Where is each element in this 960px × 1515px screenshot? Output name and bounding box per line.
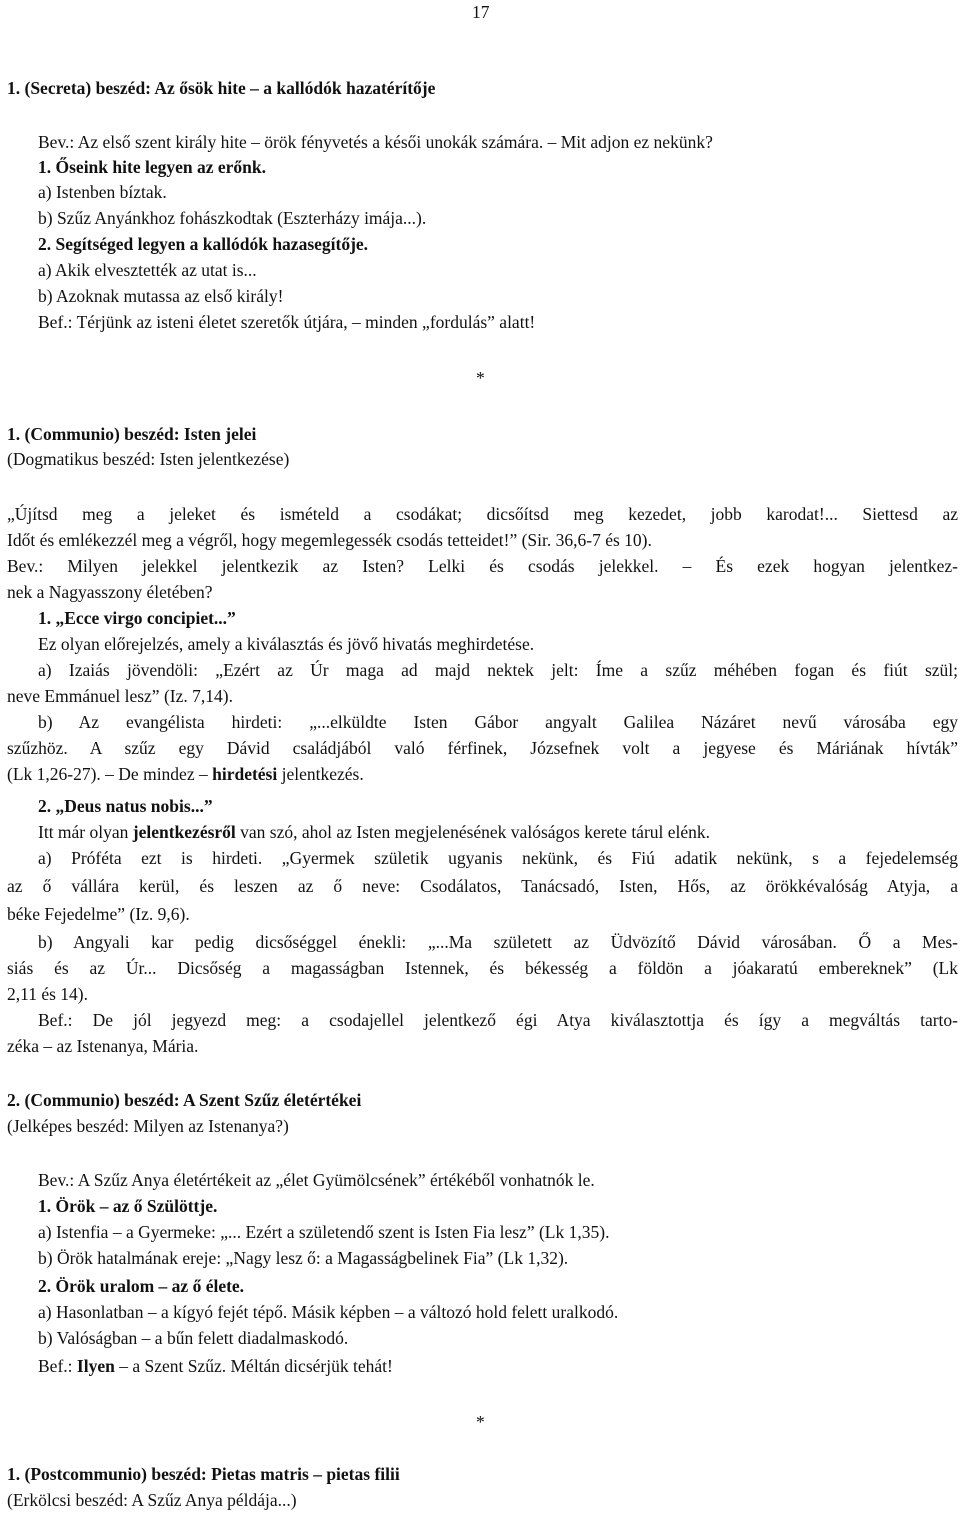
section2-point1-heading: 1. „Ecce virgo concipiet...” (38, 608, 236, 628)
emphasis-jelentkezesrol: jelentkezésről (132, 822, 236, 842)
section2-point2-heading: 2. „Deus natus nobis...” (38, 796, 213, 816)
section1-intro: Bev.: Az első szent király hite – örök fényvetés a késői unokák számára. – Mit adjon ez nekünk? (38, 132, 713, 152)
section2-point1b-line3 (7, 762, 364, 786)
section4-title: 1. (Postcommunio) beszéd: Pietas matris – pietas filii (7, 1464, 400, 1484)
section2-point1b-line1: b) Az evangélista hirdeti: „...elküldte Isten Gábor angyalt Galilea Názáret nevű városába egy (38, 712, 958, 732)
section3-point1-heading: 1. Örök – az ő Szülöttje. (38, 1196, 218, 1216)
section3-subtitle: (Jelképes beszéd: Milyen az Istenanya?) (7, 1116, 289, 1136)
section2-point2b-line3: 2,11 és 14). (7, 984, 89, 1004)
section3-intro: Bev.: A Szűz Anya életértékeit az „élet Gyümölcsének” értékéből vonhatnók le. (38, 1170, 595, 1190)
section1-title: 1. (Secreta) beszéd: Az ősök hite – a kallódók hazatérítője (7, 78, 436, 98)
section2-point2a-line3: béke Fejedelme” (Iz. 9,6). (7, 904, 190, 924)
section2-conclusion-line1: Bef.: De jól jegyezd meg: a csodajellel jelentkező égi Atya kiválasztottja és így a megváltás tarto- (38, 1010, 958, 1030)
section2-point2-text (38, 820, 710, 844)
section4-subtitle: (Erkölcsi beszéd: A Szűz Anya példája...) (7, 1490, 297, 1510)
section2-point1a-line1: a) Izaiás jövendöli: „Ezért az Úr maga ad majd nektek jelt: Íme a szűz méhében fogan és fiút szül; (38, 660, 958, 680)
section2-point2b-line1: b) Angyali kar pedig dicsőséggel énekli: „...Ma született az Üdvözítő Dávid városában. Ő a Mes- (38, 932, 958, 952)
text-run: jelentkezés. (277, 764, 364, 784)
section2-subtitle: (Dogmatikus beszéd: Isten jelentkezése) (7, 449, 290, 469)
section2-quote-line2: Időt és emlékezzél meg a végről, hogy megemlegessék csodás tetteidet!” (Sir. 36,6-7 és 10). (7, 530, 652, 550)
section2-intro-line1: Bev.: Milyen jelekkel jelentkezik az Isten? Lelki és csodás jelekkel. – És ezek hogyan jelentkez- (7, 556, 958, 576)
text-run: van szó, ahol az Isten megjelenésének valóságos kerete tárul elénk. (235, 822, 711, 842)
section3-point2b: b) Valóságban – a bűn felett diadalmaskodó. (38, 1328, 349, 1348)
section1-point2-heading: 2. Segítséged legyen a kallódók hazasegítője. (38, 234, 369, 254)
section3-title: 2. (Communio) beszéd: A Szent Szűz életértékei (7, 1090, 362, 1110)
section3-conclusion (38, 1354, 393, 1378)
section2-point2b-line2: siás és az Úr... Dicsőség a magasságban Istennek, és békesség a földön a jóakaratú embereknek” (Lk (7, 958, 958, 978)
text-run: (Lk 1,26-27). – De mindez – (7, 764, 213, 784)
text-run: – a Szent Szűz. Méltán dicsérjük tehát! (114, 1356, 393, 1376)
section2-point2a-line2: az ő vállára kerül, és leszen az ő neve: Csodálatos, Tanácsadó, Isten, Hős, az örökkévalóság Atyja, a (7, 876, 958, 896)
section2-point1b-line2: szűzhöz. A szűz egy Dávid családjából való férfinek, Józsefnek volt a jegyese és Máriának hívták” (7, 738, 958, 758)
section1-conclusion: Bef.: Térjünk az isteni életet szeretők útjára, – minden „fordulás” alatt! (38, 312, 536, 332)
section1-point1b: b) Szűz Anyánkhoz fohászkodtak (Eszterházy imája...). (38, 208, 427, 228)
section2-quote-line1: „Újítsd meg a jeleket és ismételd a csodákat; dicsőítsd meg kezedet, jobb karodat!... Siettesd az (7, 504, 958, 524)
section2-point1-text: Ez olyan előrejelzés, amely a kiválasztás és jövő hivatás meghirdetése. (38, 634, 535, 654)
section2-point1a-line2: neve Emmánuel lesz” (Iz. 7,14). (7, 686, 233, 706)
section2-intro-line2: nek a Nagyasszony életében? (7, 582, 213, 602)
separator-asterisk: * (476, 1412, 485, 1432)
section3-point1a: a) Istenfia – a Gyermeke: „... Ezért a születendő szent is Isten Fia lesz” (Lk 1,35). (38, 1222, 610, 1242)
section1-point2b: b) Azoknak mutassa az első király! (38, 286, 284, 306)
section1-point1-heading: 1. Őseink hite legyen az erőnk. (38, 157, 266, 177)
emphasis-hirdetesi: hirdetési (212, 764, 278, 784)
emphasis-ilyen: Ilyen (76, 1356, 115, 1376)
text-run: Itt már olyan (38, 822, 133, 842)
section3-point1b: b) Örök hatalmának ereje: „Nagy lesz ő: a Magasságbelinek Fia” (Lk 1,32). (38, 1248, 569, 1268)
section3-point2-heading: 2. Örök uralom – az ő élete. (38, 1276, 245, 1296)
section1-point1a: a) Istenben bíztak. (38, 182, 167, 202)
page-number: 17 (472, 2, 490, 22)
section3-point2a: a) Hasonlatban – a kígyó fejét tépő. Másik képben – a változó hold felett uralkodó. (38, 1302, 619, 1322)
section2-conclusion-line2: zéka – az Istenanya, Mária. (7, 1036, 199, 1056)
text-run: Bef.: (38, 1356, 77, 1376)
separator-asterisk: * (476, 368, 485, 388)
section2-title: 1. (Communio) beszéd: Isten jelei (7, 424, 257, 444)
section2-point2a-line1: a) Próféta ezt is hirdeti. „Gyermek születik ugyanis nekünk, és Fiú adatik nekünk, s a fejedelemség (38, 848, 958, 868)
section1-point2a: a) Akik elvesztették az utat is... (38, 260, 257, 280)
